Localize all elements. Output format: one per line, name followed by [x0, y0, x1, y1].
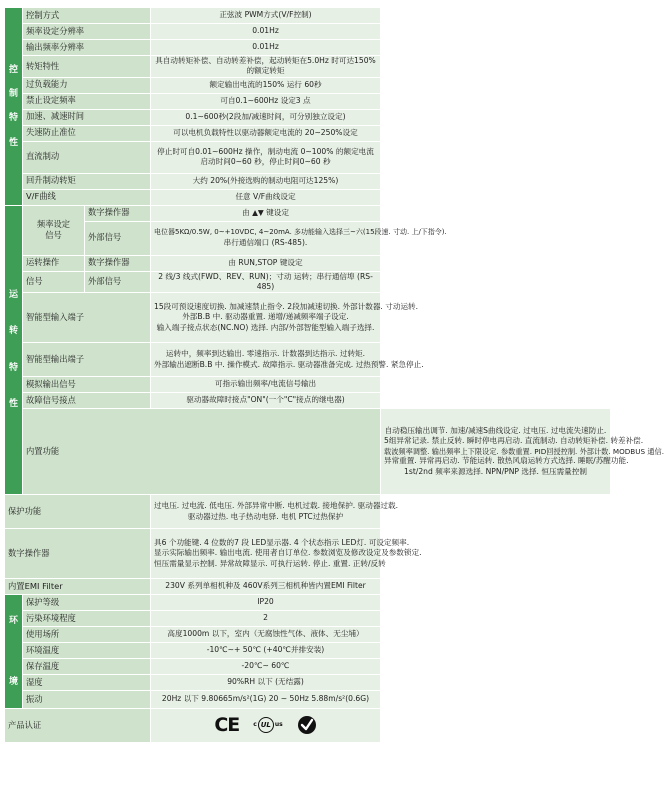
label: 失速防止准位: [23, 125, 151, 141]
label: [23, 205, 85, 255]
value: -20℃~ 60℃: [151, 659, 381, 675]
value: [151, 709, 381, 743]
value-line: 输入端子接点状态(NC.NO) 选择. 内部/外部智能型输入端子选择.: [156, 322, 375, 332]
group-environment: [5, 595, 23, 709]
value: 0.01Hz: [151, 24, 381, 40]
value: 2 线/3 线式(FWD、REV、RUN)；寸动 运转；串行通信埠 (RS-485): [151, 271, 381, 293]
row-place: [5, 627, 611, 643]
group-control: [5, 8, 23, 206]
value: 2: [151, 611, 381, 627]
row-run-op-ext: [5, 271, 611, 293]
label: V/F曲线: [23, 189, 151, 205]
label: 内置EMI Filter: [5, 579, 151, 595]
row-out-freq-res: [5, 40, 611, 56]
label: 污染环境程度: [23, 611, 151, 627]
label: 保护功能: [5, 495, 151, 529]
row-humidity: [5, 675, 611, 691]
value: -10℃~+ 50℃ (+40℃并排安装): [151, 643, 381, 659]
value-line: 驱动器过热. 电子热动电驿. 电机 PTC过热保护: [187, 511, 344, 521]
row-vibration: [5, 691, 611, 709]
row-cert: [5, 709, 611, 743]
value-line: 5组异常记录. 禁止反转. 瞬时停电再启动. 直流制动. 自动转矩补偿. 转差补偿.: [384, 436, 644, 446]
row-vf: [5, 189, 611, 205]
row-accel: [5, 109, 611, 125]
value: [151, 529, 422, 579]
value: 额定输出电流的150% 运行 60秒: [151, 77, 381, 93]
row-regen: [5, 173, 611, 189]
value-line: 显示实际输出频率. 输出电流. 使用者自订单位. 参数浏览及修改设定及参数锁定.: [154, 548, 422, 558]
group-char: 环: [8, 616, 18, 627]
label: 过负载能力: [23, 77, 151, 93]
row-overload: [5, 77, 611, 93]
value: [151, 221, 447, 255]
value: 230V 系列单相机种及 460V系列三相机种皆内置EMI Filter: [151, 579, 381, 595]
value-line: 自动稳压输出调节. 加速/减速S曲线设定. 过电压. 过电流失速防止.: [384, 426, 607, 436]
value-line: 串行通信端口 (RS-485).: [223, 237, 308, 247]
label: 频率设定分辨率: [23, 24, 151, 40]
row-storage: [5, 659, 611, 675]
value: 90%RH 以下 (无结露): [151, 675, 381, 691]
sub-label: 数字操作器: [85, 205, 151, 221]
value: 正弦波 PWM方式(V/F控制): [151, 8, 381, 24]
value-line: 1st/2nd 频率来源选择. NPN/PNP 选择. 恒压需量控制: [404, 466, 587, 476]
value: IP20: [151, 595, 381, 611]
value-line: 外部输出遮断B.B 中. 操作模式. 故障指示. 驱动器准备完成. 过热预警. 紧急停止.: [154, 359, 424, 369]
row-dc-brake: [5, 141, 611, 173]
value-line: 恒压需量显示控制. 异常故障显示. 可执行运转. 停止. 重置. 正转/反转: [154, 558, 386, 568]
value-line: 启动时间0~60 秒，停止时间0~60 秒: [200, 157, 331, 166]
row-keypad: [5, 529, 611, 579]
value: 大约 20%(外接选购的制动电阻可达125%): [151, 173, 381, 189]
value: 具自动转矩补偿、自动转差补偿，起动转矩在5.0Hz 时可达150% 的额定转矩: [151, 56, 381, 78]
value-line: 停止时可自0.01~600Hz 操作，制动电流 0~100% 的额定电流: [157, 146, 374, 156]
row-pollution: [5, 611, 611, 627]
label: 加速、减速时间: [23, 109, 151, 125]
value-line: 电位器5KΩ/0.5W, 0~+10VDC, 4~20mA. 多功能输入选择三~六(15段速. 寸动. 上/下指令).: [154, 228, 447, 237]
ul-mark-icon: [253, 717, 282, 733]
label: 转矩特性: [23, 56, 151, 78]
row-ip: [5, 595, 611, 611]
value-line: 15段可预设速度切换. 加减速禁止指令. 2段加减速切换. 外部计数器. 寸动运转.: [154, 302, 419, 312]
value: 0.01Hz: [151, 40, 381, 56]
value: 可自0.1~600Hz 设定3 点: [151, 93, 381, 109]
label: 振动: [23, 691, 151, 709]
row-run-op-keypad: [5, 255, 611, 271]
label-line: 频率设定: [36, 218, 71, 229]
label: 直流制动: [23, 141, 151, 173]
value: 由 RUN,STOP 键设定: [151, 255, 381, 271]
group-char: 制: [8, 89, 18, 100]
label: 环境温度: [23, 643, 151, 659]
row-torque: [5, 56, 611, 78]
value-line: 具6 个功能键. 4 位数的7 段 LED显示器. 4 个状态指示 LED灯. 可设定频率.: [154, 538, 410, 548]
row-smart-in: [5, 293, 611, 343]
group-char: 特: [8, 362, 18, 373]
value: [151, 495, 399, 529]
value: [151, 293, 419, 343]
ul-suffix: us: [274, 721, 283, 729]
label: 运转操作: [23, 255, 85, 271]
row-builtin: [5, 409, 611, 495]
value: [151, 343, 424, 377]
row-fault: [5, 393, 611, 409]
value: 高度1000m 以下，室内（无腐蚀性气体、液体、无尘埔）: [151, 627, 381, 643]
row-analog-out: [5, 377, 611, 393]
group-char: 转: [8, 326, 18, 337]
value: 任意 V/F曲线设定: [151, 189, 381, 205]
row-protect: [5, 495, 611, 529]
label: 使用场所: [23, 627, 151, 643]
label: 产品认证: [5, 709, 151, 743]
value: 可指示输出频率/电流信号输出: [151, 377, 381, 393]
label: 输出频率分辨率: [23, 40, 151, 56]
value: [151, 141, 381, 173]
row-prohibit-freq: [5, 93, 611, 109]
label-line: 信号: [45, 230, 62, 240]
row-control-mode: [5, 8, 611, 24]
spec-table: [4, 7, 664, 743]
value: 可以电机负载特性以驱动器额定电流的 20~250%设定: [151, 125, 381, 141]
label: 故障信号接点: [23, 393, 151, 409]
ul-prefix: c: [253, 721, 257, 729]
value-line: 外部B.B 中. 驱动器重置. 递增/递减频率端子设定.: [182, 312, 349, 322]
value-line: 运转中，频率到达输出. 零速指示. 计数器到达指示. 过转矩.: [165, 349, 366, 359]
row-stall: [5, 125, 611, 141]
label: 回升制动转矩: [23, 173, 151, 189]
value: 0.1~600秒(2段加/减速时间，可分别独立设定): [151, 109, 381, 125]
row-emi: [5, 579, 611, 595]
label: 保存温度: [23, 659, 151, 675]
sub-label: 数字操作器: [85, 255, 151, 271]
row-freq-set-keypad: [5, 205, 611, 221]
row-smart-out: [5, 343, 611, 377]
sub-label: 外部信号: [85, 271, 151, 293]
label: 禁止设定频率: [23, 93, 151, 109]
group-char: 性: [8, 399, 18, 410]
label: 控制方式: [23, 8, 151, 24]
cert-logos: [154, 713, 377, 739]
row-freq-res: [5, 24, 611, 40]
group-char: 性: [8, 137, 18, 148]
group-char: 控: [8, 64, 18, 75]
label: 内置功能: [23, 409, 381, 495]
label: 保护等级: [23, 595, 151, 611]
sub-label: 外部信号: [85, 221, 151, 255]
value-line: 载波频率调整. 输出频率上下限设定. 参数重置. PID回授控制. 外部计数. MODBUS 通信.: [384, 446, 664, 456]
check-mark-icon: [297, 715, 317, 735]
value: [381, 409, 664, 495]
value-line: 过电压. 过电流. 低电压. 外部异常中断. 电机过载. 接地保护. 驱动器过载.: [154, 501, 399, 511]
value: 驱动器故障时接点"ON"(一个"C"接点的继电器): [151, 393, 381, 409]
row-ambient: [5, 643, 611, 659]
row-freq-set-ext: [5, 221, 611, 255]
group-char: 特: [8, 113, 18, 124]
value: 20Hz 以下 9.80665m/s²(1G) 20 ~ 50Hz 5.88m/s²(0.6G): [151, 691, 381, 709]
value: 由 ▲▼ 键设定: [151, 205, 381, 221]
label: 数字操作器: [5, 529, 151, 579]
group-operation: [5, 205, 23, 495]
ce-mark-icon: CE: [214, 713, 240, 736]
label: 智能型输入端子: [23, 293, 151, 343]
label: 模拟输出信号: [23, 377, 151, 393]
group-char: 运: [8, 290, 18, 301]
label: 智能型输出端子: [23, 343, 151, 377]
label: 湿度: [23, 675, 151, 691]
value-line: 异常重置. 异常再启动. 节能运转. 散热风扇运转方式选择. 睡眠/苏醒功能.: [384, 456, 629, 466]
ul-ring: UL: [258, 717, 274, 733]
group-char: 境: [8, 676, 18, 687]
label: 信号: [23, 271, 85, 293]
